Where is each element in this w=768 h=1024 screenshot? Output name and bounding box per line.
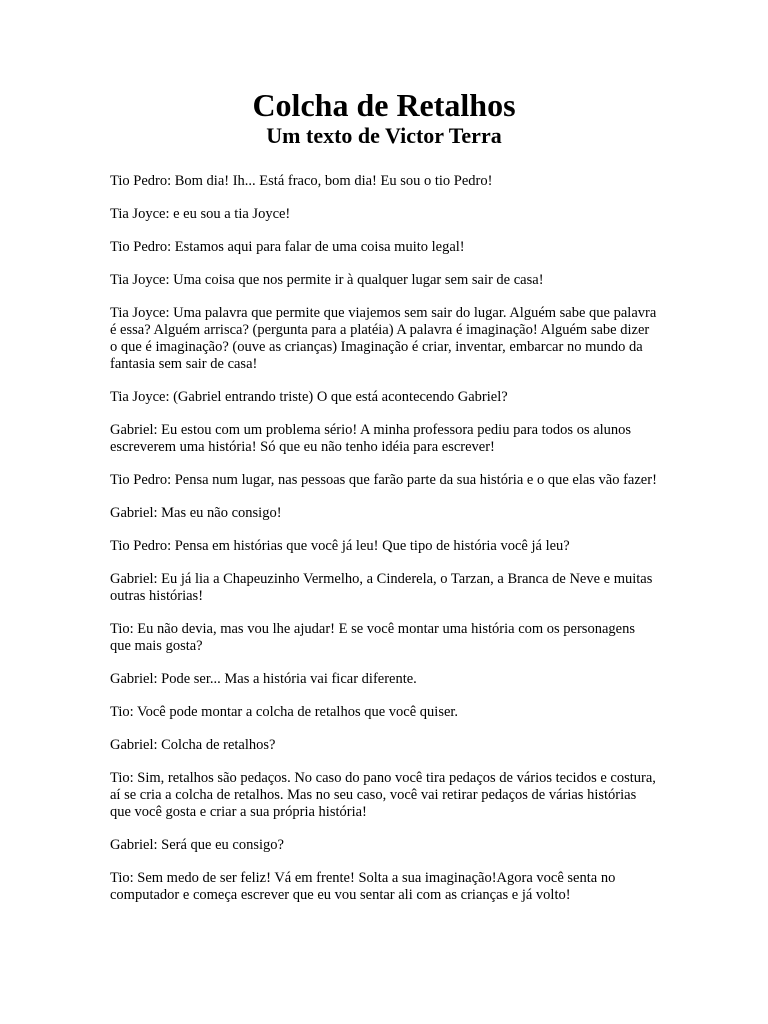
dialogue-paragraph: Gabriel: Será que eu consigo? — [110, 837, 284, 853]
dialogue-paragraph: Tia Joyce: (Gabriel entrando triste) O que está acontecendo Gabriel? — [110, 389, 508, 405]
dialogue-paragraph: Gabriel: Eu estou com um problema sério! A minha professora pediu para todos os alunos escreverem uma história! Só que eu não tenho idéia para escrever! — [110, 422, 632, 455]
dialogue-body — [110, 173, 658, 920]
dialogue-paragraph: Tio Pedro: Estamos aqui para falar de uma coisa muito legal! — [110, 239, 465, 255]
dialogue-paragraph: Tio: Sem medo de ser feliz! Vá em frente! Solta a sua imaginação!Agora você senta no computador e começa escrever que eu vou sentar ali com as crianças e já volto! — [110, 870, 616, 903]
dialogue-paragraph: Tio Pedro: Pensa em histórias que você já leu! Que tipo de história você já leu? — [110, 538, 570, 554]
dialogue-paragraph: Tio Pedro: Pensa num lugar, nas pessoas que farão parte da sua história e o que elas vão fazer! — [110, 472, 657, 488]
dialogue-paragraph: Tia Joyce: Uma coisa que nos permite ir à qualquer lugar sem sair de casa! — [110, 272, 544, 288]
document-subtitle: Um texto de Victor Terra — [266, 123, 502, 148]
dialogue-paragraph: Gabriel: Colcha de retalhos? — [110, 737, 276, 753]
dialogue-paragraph: Gabriel: Mas eu não consigo! — [110, 505, 282, 521]
dialogue-paragraph: Tio: Eu não devia, mas vou lhe ajudar! E se você montar uma história com os personagens que mais gosta? — [110, 621, 635, 654]
dialogue-paragraph: Gabriel: Pode ser... Mas a história vai ficar diferente. — [110, 671, 417, 687]
dialogue-paragraph: Tia Joyce: Uma palavra que permite que viajemos sem sair do lugar. Alguém sabe que palavra é essa? Alguém arrisca? (pergunta para a platéia) A palavra é imaginação! Alguém sabe dizer o que é imaginação? (ouve as crianças) Imaginação é criar, inventar, embarcar no mundo da fantasia sem sair de casa! — [110, 305, 657, 372]
dialogue-paragraph: Tio: Você pode montar a colcha de retalhos que você quiser. — [110, 704, 459, 720]
dialogue-paragraph: Tio Pedro: Bom dia! Ih... Está fraco, bom dia! Eu sou o tio Pedro! — [110, 173, 493, 189]
dialogue-paragraph: Gabriel: Eu já lia a Chapeuzinho Vermelho, a Cinderela, o Tarzan, a Branca de Neve e muitas outras histórias! — [110, 571, 653, 604]
document-title: Colcha de Retalhos — [252, 87, 516, 123]
dialogue-paragraph: Tio: Sim, retalhos são pedaços. No caso do pano você tira pedaços de vários tecidos e costura, aí se cria a colcha de retalhos. Mas no seu caso, você vai retirar pedaços de várias histórias que você gosta e criar a sua própria história! — [110, 770, 656, 820]
dialogue-paragraph: Tia Joyce: e eu sou a tia Joyce! — [110, 206, 291, 222]
